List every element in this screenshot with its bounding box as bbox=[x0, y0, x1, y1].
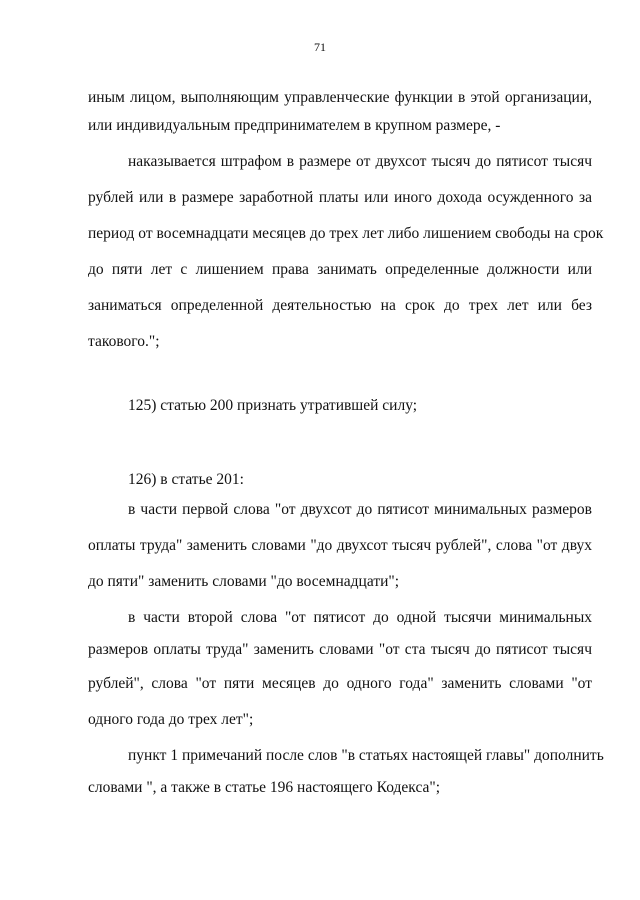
paragraph-line: иным лицом, выполняющим управленческие функции в этой организации, bbox=[88, 89, 592, 106]
paragraph-line: или индивидуальным предпринимателем в крупном размере, - bbox=[88, 117, 501, 134]
paragraph-line: в части первой слова "от двухсот до пятисот минимальных размеров bbox=[128, 501, 592, 518]
paragraph-line: рублей", слова "от пяти месяцев до одного года" заменить словами "от bbox=[88, 675, 592, 692]
paragraph-line: в части второй слова "от пятисот до одной тысячи минимальных bbox=[128, 609, 592, 626]
paragraph-line: до пяти" заменить словами "до восемнадцати"; bbox=[88, 573, 400, 590]
paragraph-line: наказывается штрафом в размере от двухсот тысяч до пятисот тысяч bbox=[128, 153, 592, 170]
paragraph-line: период от восемнадцати месяцев до трех лет либо лишением свободы на срок bbox=[88, 225, 604, 242]
paragraph-line: такового."; bbox=[88, 333, 160, 350]
paragraph-line: пункт 1 примечаний после слов "в статьях настоящей главы" дополнить bbox=[128, 747, 604, 764]
page-number: 71 bbox=[314, 40, 326, 54]
paragraph-line: одного года до трех лет"; bbox=[88, 711, 254, 728]
item-126-heading: 126) в статье 201: bbox=[128, 471, 244, 488]
paragraph-line: размеров оплаты труда" заменить словами "от ста тысяч до пятисот тысяч bbox=[88, 641, 592, 658]
item-125: 125) статью 200 признать утратившей силу; bbox=[128, 397, 418, 414]
paragraph-line: словами ", а также в статье 196 настоящего Кодекса"; bbox=[88, 779, 441, 796]
paragraph-line: заниматься определенной деятельностью на срок до трех лет или без bbox=[88, 297, 592, 314]
paragraph-line: рублей или в размере заработной платы или иного дохода осужденного за bbox=[88, 189, 592, 206]
paragraph-line: оплаты труда" заменить словами "до двухсот тысяч рублей", слова "от двух bbox=[88, 537, 592, 554]
paragraph-line: до пяти лет с лишением права занимать определенные должности или bbox=[88, 261, 592, 278]
